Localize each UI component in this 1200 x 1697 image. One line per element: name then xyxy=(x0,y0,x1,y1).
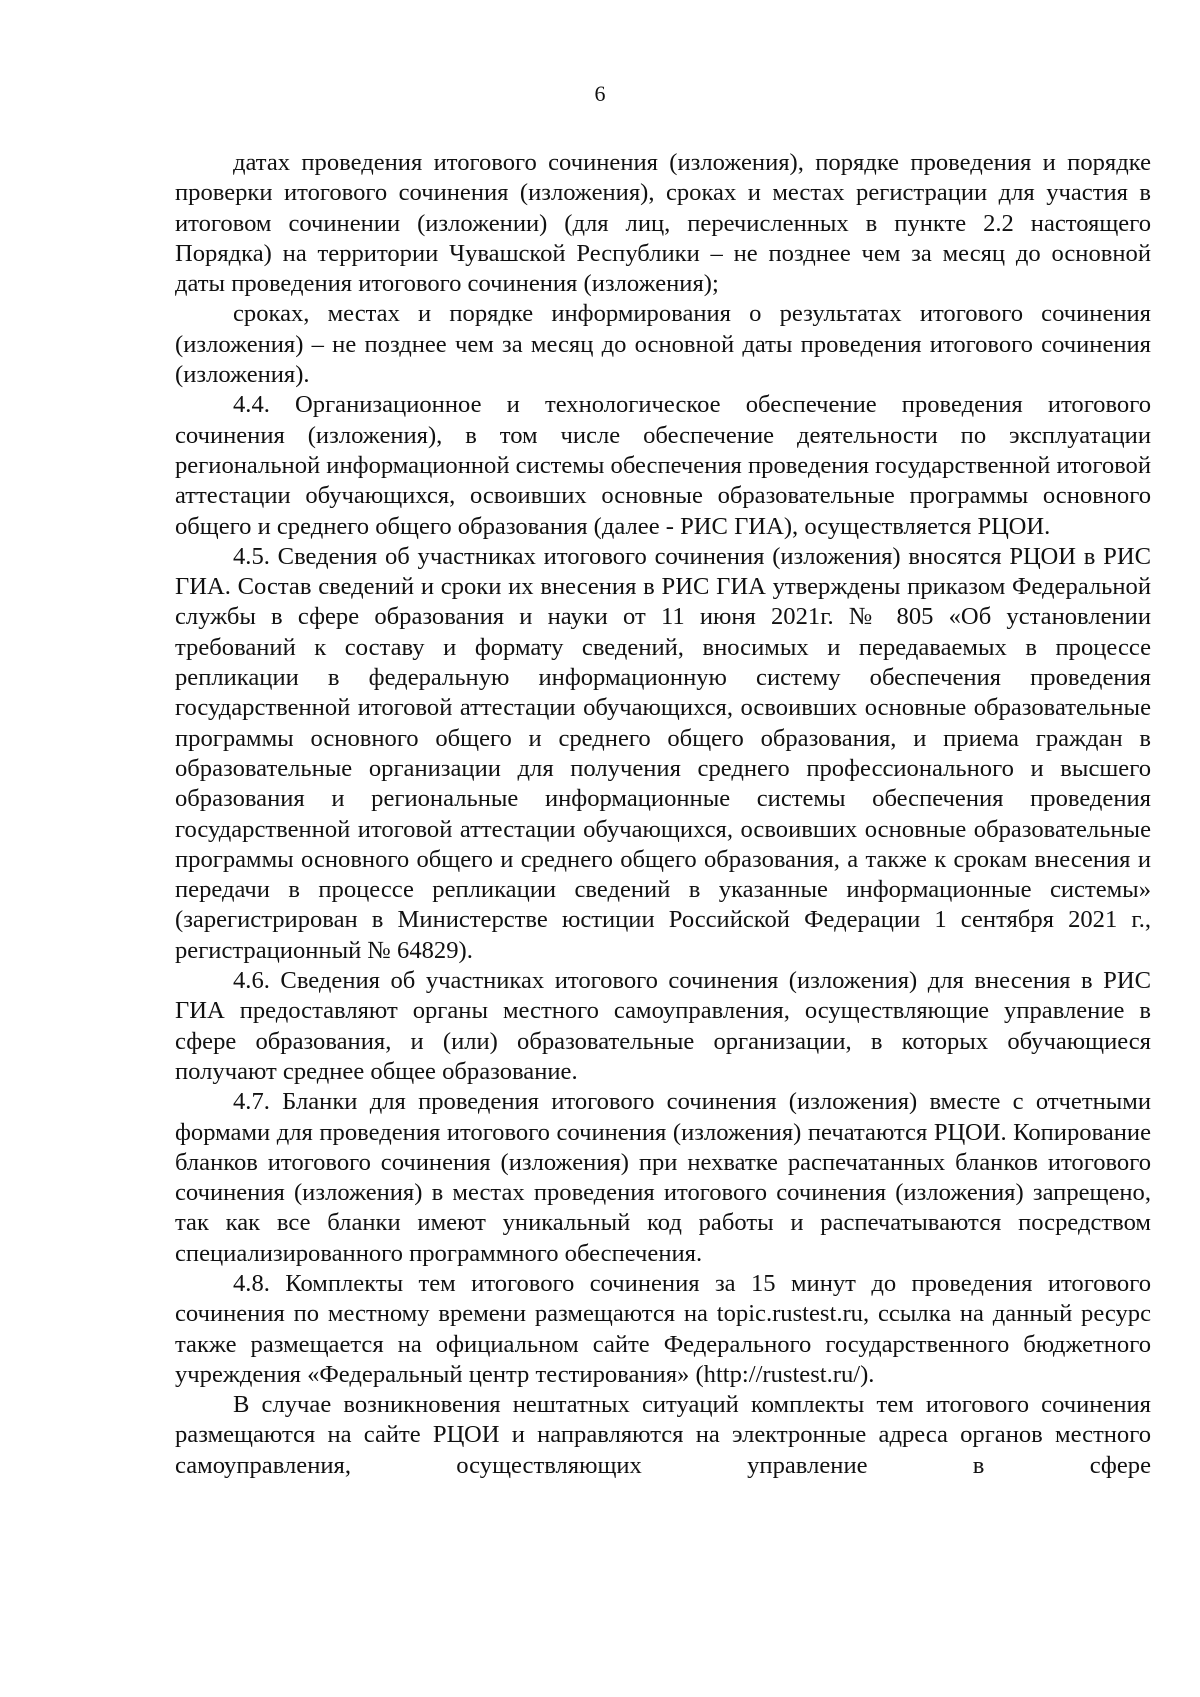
paragraph-4-8: 4.8. Комплекты тем итогового сочинения за 15 минут до проведения итогового сочинения по местному времени размещаются на topic.rustest.ru, ссылка на данный ресурс также размещается на официальном сайте Федерального государственного бюджетного учреждения «Федеральный центр тестирования» (http://rustest.ru/). xyxy=(175,1269,1151,1388)
paragraph-4-7: 4.7. Бланки для проведения итогового сочинения (изложения) вместе с отчетными формами для проведения итогового сочинения (изложения) печатаются РЦОИ. Копирование бланков итогового сочинения (изложения) при нехватке распечатанных бланков итогового сочинения (изложения) в местах проведения итогового сочинения (изложения) запрещено, так как все бланки имеют уникальный код работы и распечатываются посредством специализированного программного обеспечения. xyxy=(175,1088,1151,1267)
page-number: 6 xyxy=(594,81,606,106)
paragraph-4-5: 4.5. Сведения об участниках итогового сочинения (изложения) вносятся РЦОИ в РИС ГИА. Состав сведений и сроки их внесения в РИС ГИА утверждены приказом Федеральной службы в сфере образования и науки от 11 июня 2021г. № 805 «Об установлении требований к составу и формату сведений, вносимых и передаваемых в процессе репликации в федеральную информационную систему обеспечения проведения государственной итоговой аттестации обучающихся, освоивших основные образовательные программы основного общего и среднего общего образования, и приема граждан в образовательные организации для получения среднего профессионального и высшего образования и региональные информационные системы обеспечения проведения государственной итоговой аттестации обучающихся, освоивших основные образовательные программы основного общего и среднего общего образования, а также к срокам внесения и передачи в процессе репликации сведений в указанные информационные системы» (зарегистрирован в Министерстве юстиции Российской Федерации 1 сентября 2021 г., регистрационный № 64829). xyxy=(175,542,1151,964)
document-body xyxy=(175,148,1151,1481)
paragraph-4-4: 4.4. Организационное и технологическое обеспечение проведения итогового сочинения (изложения), в том числе обеспечение деятельности по эксплуатации региональной информационной системы обеспечения проведения государственной итоговой аттестации обучающихся, освоивших основные образовательные программы основного общего и среднего общего образования (далее - РИС ГИА), осуществляется РЦОИ. xyxy=(175,391,1152,540)
paragraph-results-info: сроках, местах и порядке информирования о результатах итогового сочинения (изложения) – не позднее чем за месяц до основной даты проведения итогового сочинения (изложения). xyxy=(175,300,1151,389)
paragraph-dates-info: датах проведения итогового сочинения (изложения), порядке проведения и порядке проверки итогового сочинения (изложения), сроках и местах регистрации для участия в итоговом сочинении (изложении) (для лиц, перечисленных в пункте 2.2 настоящего Порядка) на территории Чувашской Республики – не позднее чем за месяц до основной даты проведения итогового сочинения (изложения); xyxy=(175,149,1151,298)
paragraph-4-6: 4.6. Сведения об участниках итогового сочинения (изложения) для внесения в РИС ГИА предоставляют органы местного самоуправления, осуществляющие управление в сфере образования, и (или) образовательные организации, в которых обучающиеся получают среднее общее образование. xyxy=(175,967,1151,1085)
paragraph-emergency: В случае возникновения нештатных ситуаций комплекты тем итогового сочинения размещаются на сайте РЦОИ и направляются на электронные адреса органов местного самоуправления, осуществляющих управление в сфере xyxy=(175,1391,1151,1479)
